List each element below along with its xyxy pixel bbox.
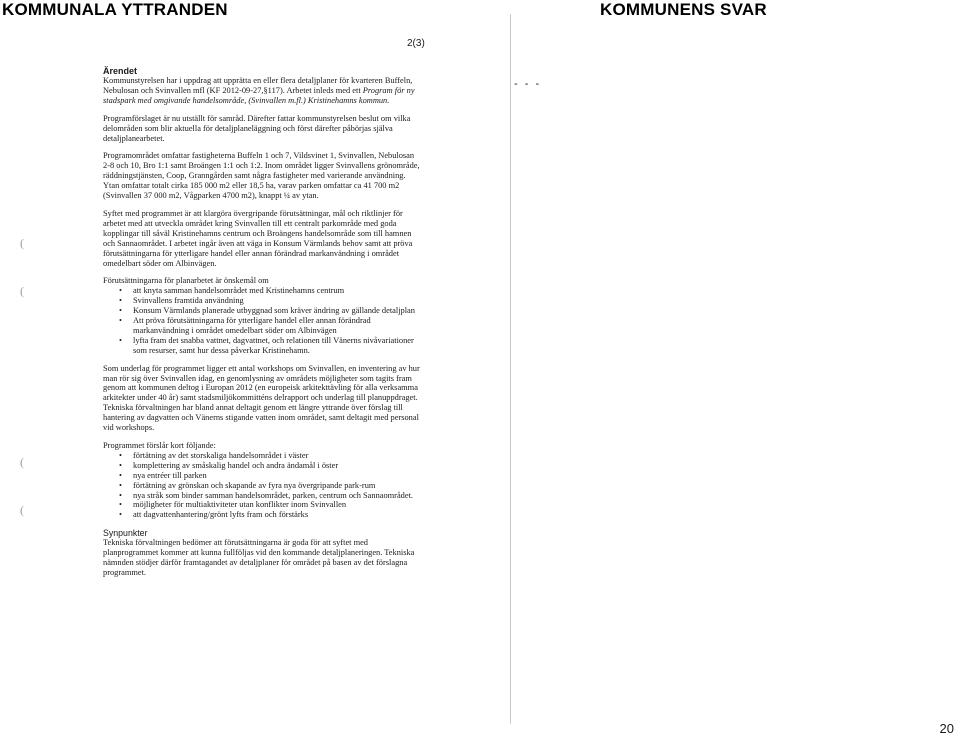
paragraph-opinion: Tekniska förvaltningen bedömer att förutsättningarna är goda för att syftet med planprogrammet kommer att kunna fullföljas vid den kommande detaljplaneringen. Tekniska nämnden stödjer därför framtagandet av detaljplaner för området på basen av det förslagna programmet. <box>103 538 415 577</box>
list-item: • Att pröva förutsättningarna för ytterligare handel eller annan förändrad markanvändning i området omedelbart söder om Albinvägen <box>133 316 421 336</box>
reply-placeholder: - - - <box>514 78 542 90</box>
list-item: • förtätning av grönskan och skapande av fyra nya övergripande park-rum <box>133 481 421 491</box>
section-heading-arendet: Ärendet <box>103 66 138 76</box>
paragraph-background: Som underlag för programmet ligger ett antal workshops om Svinvallen, en inventering av hur man rör sig över Svinvallen idag, en genomlysning av områdets möjligheter som tagits fram genom att kommunen deltog i Europan 2012 (en europeisk arkitekttävling för alla verksamma arkitekter under 40 år) samt stadsmiljökommitténs delrapport och underlag till planuppdraget. Tekniska förvaltningen har bland annat deltagit genom ett längre yttrande över förslag till hantering av dagvatten och Vänerns stigande vatten inom området, samt deltagit med personal vid workshops. <box>103 363 420 433</box>
paragraph-prerequisites-intro: Förutsättningarna för planarbetet är önskemål om <box>103 276 269 286</box>
page-number: 20 <box>939 721 954 736</box>
column-divider <box>510 14 511 724</box>
list-item: • förtätning av det storskaliga handelsområdet i väster <box>133 451 421 461</box>
list-item: • lyfta fram det snabba vattnet, dagvattnet, och relationen till Vänerns nivåvariationer som resurser, samt hur dessa påverkar Kristinehamn. <box>133 336 421 356</box>
paragraph-proposal-intro: Programmet förslår kort följande: <box>103 441 216 450</box>
proposal-list <box>103 451 421 520</box>
list-item: • möjligheter för multiaktiviteter utan konflikter inom Svinvallen <box>133 500 421 510</box>
section-heading-synpunkter: Synpunkter <box>103 528 148 539</box>
assignment-text: Kommunstyrelsen har i uppdrag att upprätta en eller flera detaljplaner för kvarteren Buffeln, Nebulosan och Svinvallen mfl (KF 2012-09-27,§117). Arbetet inleds med ett <box>103 76 413 95</box>
list-item: • Svinvallens framtida användning <box>133 296 421 306</box>
left-column-title: KOMMUNALA YTTRANDEN <box>2 0 228 19</box>
list-item: • komplettering av småskalig handel och andra ändamål i öster <box>133 461 421 471</box>
list-item: • Konsum Värmlands planerade utbyggnad som kräver ändring av gällande detaljplan <box>133 306 421 316</box>
list-item: • att dagvattenhantering/grönt lyfts fram och förstärks <box>133 510 421 520</box>
paragraph-purpose: Syftet med programmet är att klargöra övergripande förutsättningar, mål och riktlinjer för arbetet med att utveckla området kring Svinvallen till ett centralt parkområde med goda kopplingar till såväl Kristinehamns centrum och Broängens handelsområde som till hamnen och Sannaområdet. I arbetet ingår även att väga in Konsum Värmlands behov samt att pröva förutsättningarna för ytterligare handel eller annan förändrad markanvändning i området omedelbart söder om Albinvägen. <box>103 208 413 268</box>
margin-mark: ( <box>20 503 24 517</box>
right-column-title: KOMMUNENS SVAR <box>600 0 767 19</box>
document-page-indicator: 2(3) <box>407 38 425 49</box>
paragraph-assignment <box>103 76 421 106</box>
margin-mark: ( <box>20 284 24 298</box>
scanned-letter <box>103 66 421 586</box>
list-item: • nya stråk som binder samman handelsområdet, parken, centrum och Sannaområdet. <box>133 491 421 501</box>
prerequisites-list <box>103 286 421 355</box>
paragraph-program-area: Programområdet omfattar fastigheterna Buffeln 1 och 7, Vildsvinet 1, Svinvallen, Nebulosan 2-8 och 10, Bro 1:1 samt Broängen 1:1 och 1:2. Inom området ligger Svinvallens grönområde, räddningstjänsten, Coop, Granngården samt några fastigheter med varierande användning. Ytan omfattar totalt cirka 185 000 m2 eller 18,5 ha, varav parken omfattar ca 41 700 m2 (Svinvallen 37 000 m2, Vågparken 4700 m2), knappt ¼ av ytan. <box>103 151 420 201</box>
margin-mark: ( <box>20 236 24 250</box>
margin-mark: ( <box>20 455 24 469</box>
paragraph-consultation: Programförslaget är nu utställt för samråd. Därefter fattar kommunstyrelsen beslut om vilka delområden som blir aktuella för detaljplaneläggning och först därefter påbörjas själva detaljplanearbetet. <box>103 113 411 143</box>
program-title: Program för ny stadspark med omgivande handelsområde, (Svinvallen m.fl.) Kristinehamns kommun. <box>103 85 415 105</box>
list-item: • att knyta samman handelsområdet med Kristinehamns centrum <box>133 286 421 296</box>
list-item: • nya entréer till parken <box>133 471 421 481</box>
